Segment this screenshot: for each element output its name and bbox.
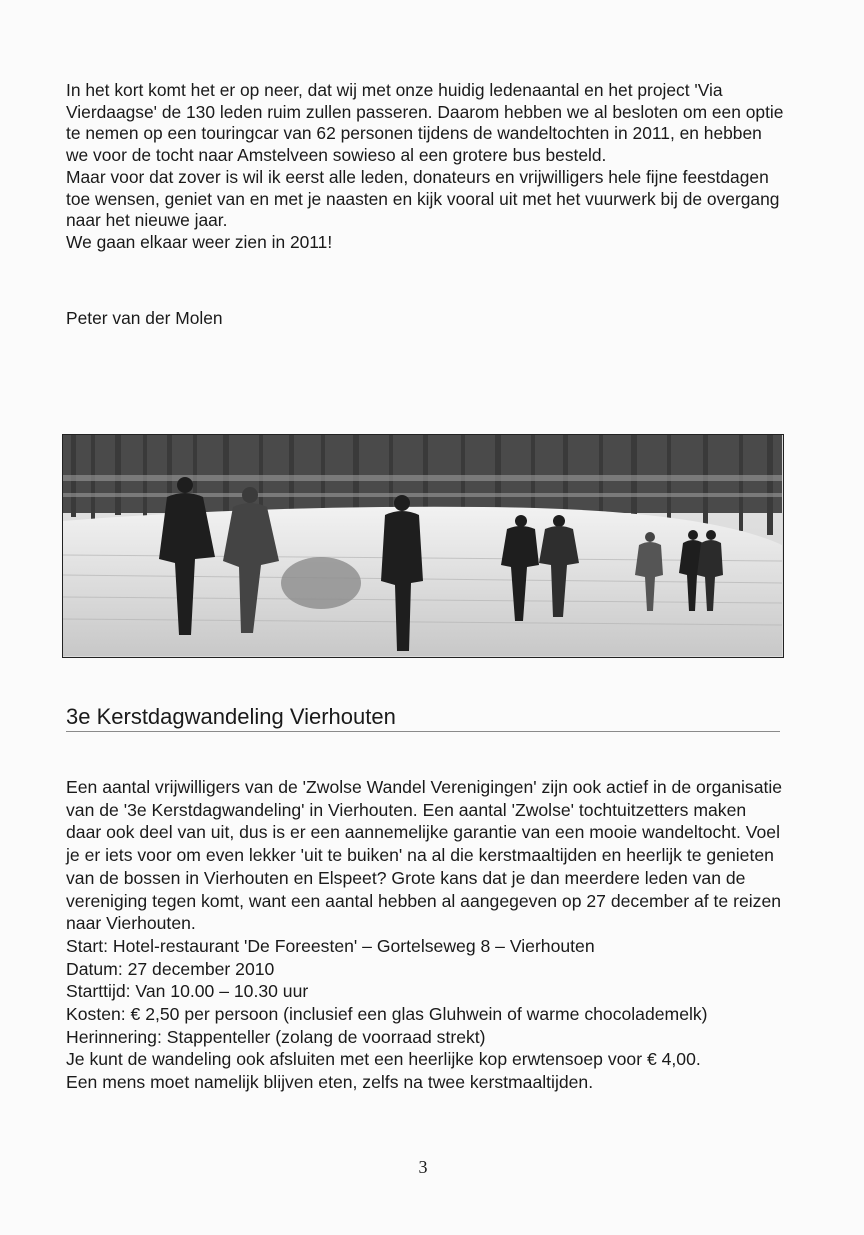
- costs: Kosten: € 2,50 per persoon (inclusief een glas Gluhwein of warme chocolademelk): [66, 1004, 708, 1025]
- closing-line: Een mens moet namelijk blijven eten, zelfs na twee kerstmaaltijden.: [66, 1072, 594, 1093]
- signature: Peter van der Molen: [66, 308, 223, 328]
- event-date: Datum: 27 december 2010: [66, 958, 275, 979]
- winter-walkers-photo: [62, 434, 784, 658]
- page-number: 3: [418, 1157, 428, 1177]
- start-location: Start: Hotel-restaurant 'De Foreesten' – Gortelseweg 8 – Vierhouten: [66, 935, 595, 956]
- reminder: Herinnering: Stappenteller (zolang de voorraad strekt): [66, 1026, 486, 1047]
- intro-text: [66, 80, 786, 254]
- section-intro: Een aantal vrijwilligers van de 'Zwolse Wandel Verenigingen' zijn ook actief in de organisatie van de '3e Kerstdagwandeling' in Vierhouten. Een aantal 'Zwolse' tochtuitzetters maken daar ook deel van uit, dus is er een aannemelijke garantie van een mooie wandeltocht. Voel je er iets voor om even lekker 'uit te buiken' na al die kerstmaaltijden en heerlijk te genieten van de bossen in Vierhouten en Elspeet? Grote kans dat je dan meerdere leden van de vereniging tegen komt, want een aantal hebben al aangegeven op 27 december af te reizen naar Vierhouten.: [66, 777, 783, 934]
- soup-note: Je kunt de wandeling ook afsluiten met een heerlijke kop erwtensoep voor € 4,00.: [66, 1049, 701, 1070]
- section-body: [66, 776, 786, 1094]
- section-title: 3e Kerstdagwandeling Vierhouten: [66, 704, 396, 729]
- intro-paragraph-3: We gaan elkaar weer zien in 2011!: [66, 231, 333, 252]
- intro-paragraph-2: Maar voor dat zover is wil ik eerst alle leden, donateurs en vrijwilligers hele fijne feestdagen toe wensen, geniet van en met je naasten en kijk vooral uit met het vuurwerk bij de overgang naar het nieuwe jaar.: [66, 166, 780, 231]
- start-time: Starttijd: Van 10.00 – 10.30 uur: [66, 981, 309, 1002]
- title-divider: [66, 731, 780, 732]
- intro-paragraph-1: In het kort komt het er op neer, dat wij met onze huidig ledenaantal en het project 'Via Vierdaagse' de 130 leden ruim zullen passeren. Daarom hebben we al besloten om een optie te nemen op een touringcar van 62 personen tijdens de wandeltochten in 2011, en hebben we voor de tocht naar Amstelveen sowieso al een grotere bus besteld.: [66, 80, 784, 166]
